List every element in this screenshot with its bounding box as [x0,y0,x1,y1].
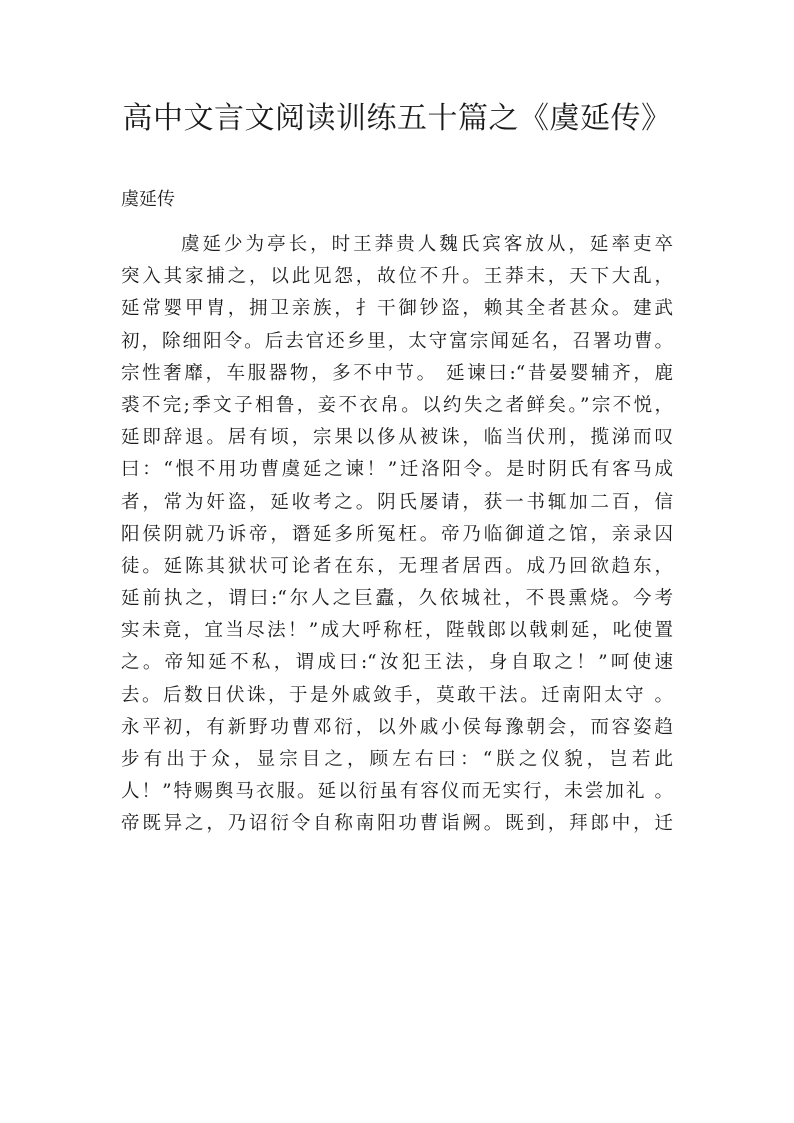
body-line: 阳侯阴就乃诉帝，谮延多所冤枉。帝乃临御道之馆，亲录囚 [121,523,673,545]
body-line: 延即辞退。居有顷，宗果以侈从被诛，临当伏刑，揽涕而叹 [121,427,673,449]
body-line: 曰：“恨不用功曹虞延之谏！”迁洛阳令。是时阴氏有客马成 [121,459,673,481]
body-line: 延前执之，谓曰:“尔人之巨蠹，久依城社，不畏熏烧。今考 [121,588,673,610]
body-line: 初，除细阳令。后去官还乡里，太守富宗闻延名，召署功曹。 [121,330,673,352]
body-line: 裘不完;季文子相鲁，妾不衣帛。以约失之者鲜矣。”宗不悦， [121,394,673,416]
body-line: 虞延少为亭长，时王莽贵人魏氏宾客放从，延率吏卒 [181,234,673,255]
body-line: 永平初，有新野功曹邓衍，以外戚小侯每豫朝会，而容姿趋 [121,716,673,738]
body-line: 帝既异之，乃诏衍令自称南阳功曹诣阙。既到，拜郎中，迁 [121,813,673,835]
body-line: 者，常为奸盗，延收考之。阴氏屡请，获一书辄加二百，信 [121,491,673,513]
body-line: 步有出于众，显宗目之，顾左右曰：“朕之仪貌，岂若此 [121,749,673,770]
body-line: 之。帝知延不私，谓成曰:“汝犯王法，身自取之！”呵使速 [121,652,673,674]
document-title: 高中文言文阅读训练五十篇之《虞延传》 [122,101,672,136]
body-line: 延常婴甲胄，拥卫亲族，扌干御钞盗，赖其全者甚众。建武 [121,298,673,320]
document-subtitle: 虞延传 [121,189,175,210]
body-line: 徒。延陈其狱状可论者在东，无理者居西。成乃回欲趋东， [121,555,673,577]
body-line: 突入其家捕之，以此见怨，故位不升。王莽末，天下大乱， [121,266,673,288]
document-body [121,229,673,841]
body-line: 去。后数日伏诛，于是外戚敛手，莫敢干法。迁南阳太守 。 [121,684,673,706]
body-line: 实未竟，宜当尽法！”成大呼称枉，陛戟郎以戟刺延，叱使置 [121,620,673,642]
body-line: 人！”特赐舆马衣服。延以衍虽有容仪而无实行，未尝加礼 。 [121,781,673,803]
body-line: 宗性奢靡，车服器物，多不中节。 延谏曰:“昔晏婴辅齐，鹿 [121,362,673,384]
